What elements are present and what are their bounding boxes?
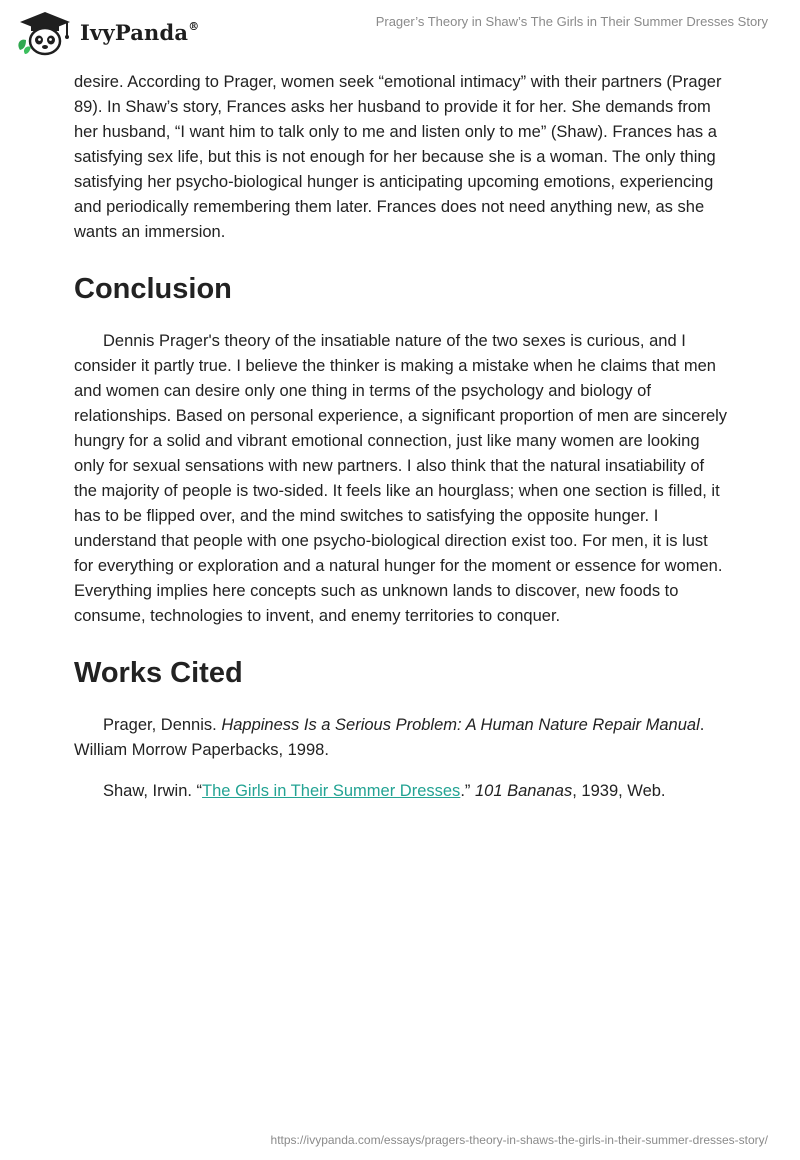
logo-name: IvyPanda <box>80 20 189 45</box>
running-title: Prager’s Theory in Shaw’s The Girls in Their Summer Dresses Story <box>375 14 768 29</box>
citation-author: Prager, Dennis. <box>103 716 222 734</box>
citation-author: Shaw, Irwin. “ <box>103 782 203 800</box>
story-link[interactable]: The Girls in Their Summer Dresses <box>202 782 461 800</box>
essay-content <box>74 70 730 820</box>
citation-source: 101 Bananas <box>474 782 573 800</box>
citation-title: Happiness Is a Serious Problem: A Human Nature Repair Manual <box>221 716 700 734</box>
conclusion-heading: Conclusion <box>74 273 232 305</box>
page-header <box>0 0 800 66</box>
citation-details: . William Morrow Paperbacks, 1998. <box>74 716 705 759</box>
citation-shaw <box>74 779 730 804</box>
citation-details: , 1939, Web. <box>572 782 666 800</box>
logo-wordmark <box>80 20 199 45</box>
registered-mark: ® <box>188 20 200 33</box>
works-cited-heading: Works Cited <box>74 657 243 689</box>
intro-paragraph: desire. According to Prager, women seek “emotional intimacy” with their partners (Prager 89). In Shaw’s story, Frances asks her husband to provide it for her. She demands from her husband, “I want him to talk only to me and listen only to me” (Shaw). Frances has a satisfying sex life, but this is not enough for her because she is a woman. The only thing satisfying her psycho-biological hunger is anticipating upcoming emotions, experiencing and periodically remembering them later. Frances does not need anything new, as she wants an immersion. <box>74 73 722 241</box>
panda-graduation-cap-icon <box>14 10 76 56</box>
citation-prager <box>74 713 730 763</box>
conclusion-paragraph: Dennis Prager's theory of the insatiable nature of the two sexes is curious, and I consider it partly true. I believe the thinker is making a mistake when he claims that men and women can desire only one thing in terms of the psychology and biology of relationships. Based on personal experience, a significant proportion of men are sincerely hungry for a solid and vibrant emotional connection, just like many women are looking only for sexual sensations with new partners. I also think that the natural insatiability of the majority of people is two-sided. It feels like an hourglass; when one section is filled, it has to be flipped over, and the mind switches to satisfying the opposite hunger. I understand that people with one psycho-biological direction exist too. For men, it is lust for everything or exploration and a natural hunger for the moment or essence for women. Everything implies here concepts such as unknown lands to discover, new foods to consume, technologies to invent, and enemy territories to conquer. <box>74 332 728 625</box>
footer-url: https://ivypanda.com/essays/pragers-theory-in-shaws-the-girls-in-their-summer-dresses-story/ <box>270 1133 768 1147</box>
ivypanda-logo[interactable] <box>14 10 214 56</box>
citation-punctuation: .” <box>460 782 475 800</box>
